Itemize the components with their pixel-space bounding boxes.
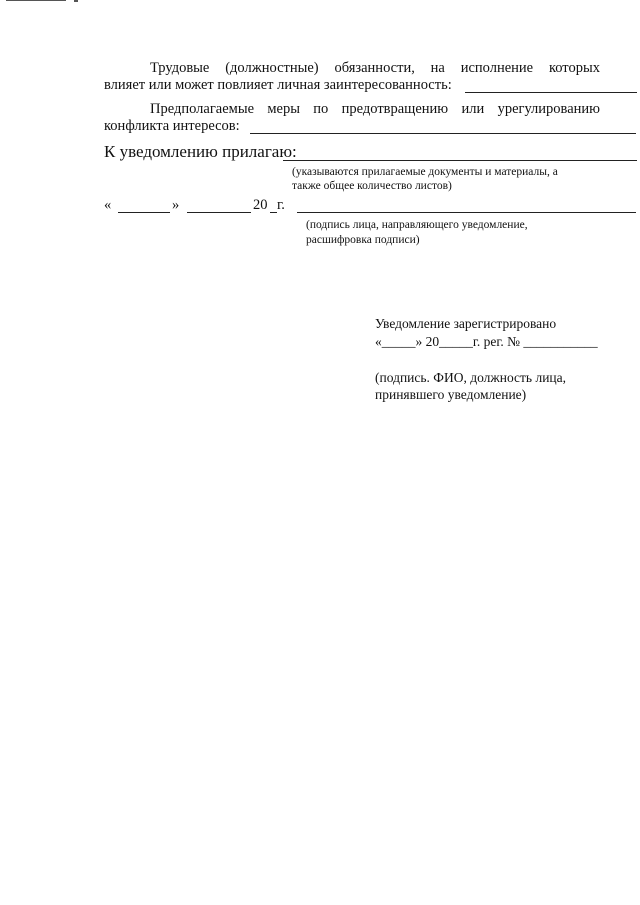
duties-word: Трудовые xyxy=(150,60,210,76)
measures-word: или xyxy=(461,101,485,117)
measures-word: предотвращению xyxy=(341,101,449,117)
duties-line-2: влияет или может повлияет личная заинтересованность: xyxy=(104,77,452,93)
duties-answer-line[interactable] xyxy=(465,92,637,93)
date-day-field[interactable] xyxy=(118,212,170,213)
measures-word: меры xyxy=(267,101,300,117)
duties-word: обязанности, xyxy=(334,60,415,76)
duties-word: на xyxy=(430,60,445,76)
measures-line-1 xyxy=(150,101,600,118)
measures-word: урегулированию xyxy=(497,101,600,117)
registration-date-line[interactable]: «_____» 20_____г. рег. № ___________ xyxy=(375,334,598,349)
date-close-quote: » xyxy=(172,197,180,213)
duties-line-1 xyxy=(150,60,600,77)
signature-note-line-2: расшифровка подписи) xyxy=(306,234,420,246)
duties-word: которых xyxy=(548,60,600,76)
measures-answer-line[interactable] xyxy=(250,133,636,134)
registration-title: Уведомление зарегистрировано xyxy=(375,316,557,331)
registration-note-line-2: принявшего уведомление) xyxy=(375,387,527,402)
measures-word: Предполагаемые xyxy=(150,101,255,117)
scan-artifact-top xyxy=(6,0,66,1)
date-year-suffix: г. xyxy=(277,197,285,213)
signature-note-line-1: (подпись лица, направляющего уведомление, xyxy=(306,219,528,231)
attachment-label: К уведомлению прилагаю: xyxy=(104,142,297,161)
registration-note-line-1: (подпись. ФИО, должность лица, xyxy=(375,370,567,385)
attachment-note-line-1: (указываются прилагаемые документы и материалы, а xyxy=(292,166,558,178)
date-year-field[interactable] xyxy=(270,212,277,213)
measures-word: по xyxy=(313,101,329,117)
signature-field[interactable] xyxy=(297,212,636,213)
attachment-answer-line[interactable] xyxy=(283,160,637,161)
date-open-quote: « xyxy=(104,197,112,213)
attachment-note-line-2: также общее количество листов) xyxy=(292,180,452,192)
measures-line-2: конфликта интересов: xyxy=(104,118,240,134)
duties-word: исполнение xyxy=(460,60,534,76)
date-month-field[interactable] xyxy=(187,212,251,213)
scan-artifact-top-dot xyxy=(74,0,78,2)
duties-word: (должностные) xyxy=(225,60,319,76)
date-year-prefix: 20 xyxy=(253,197,268,213)
